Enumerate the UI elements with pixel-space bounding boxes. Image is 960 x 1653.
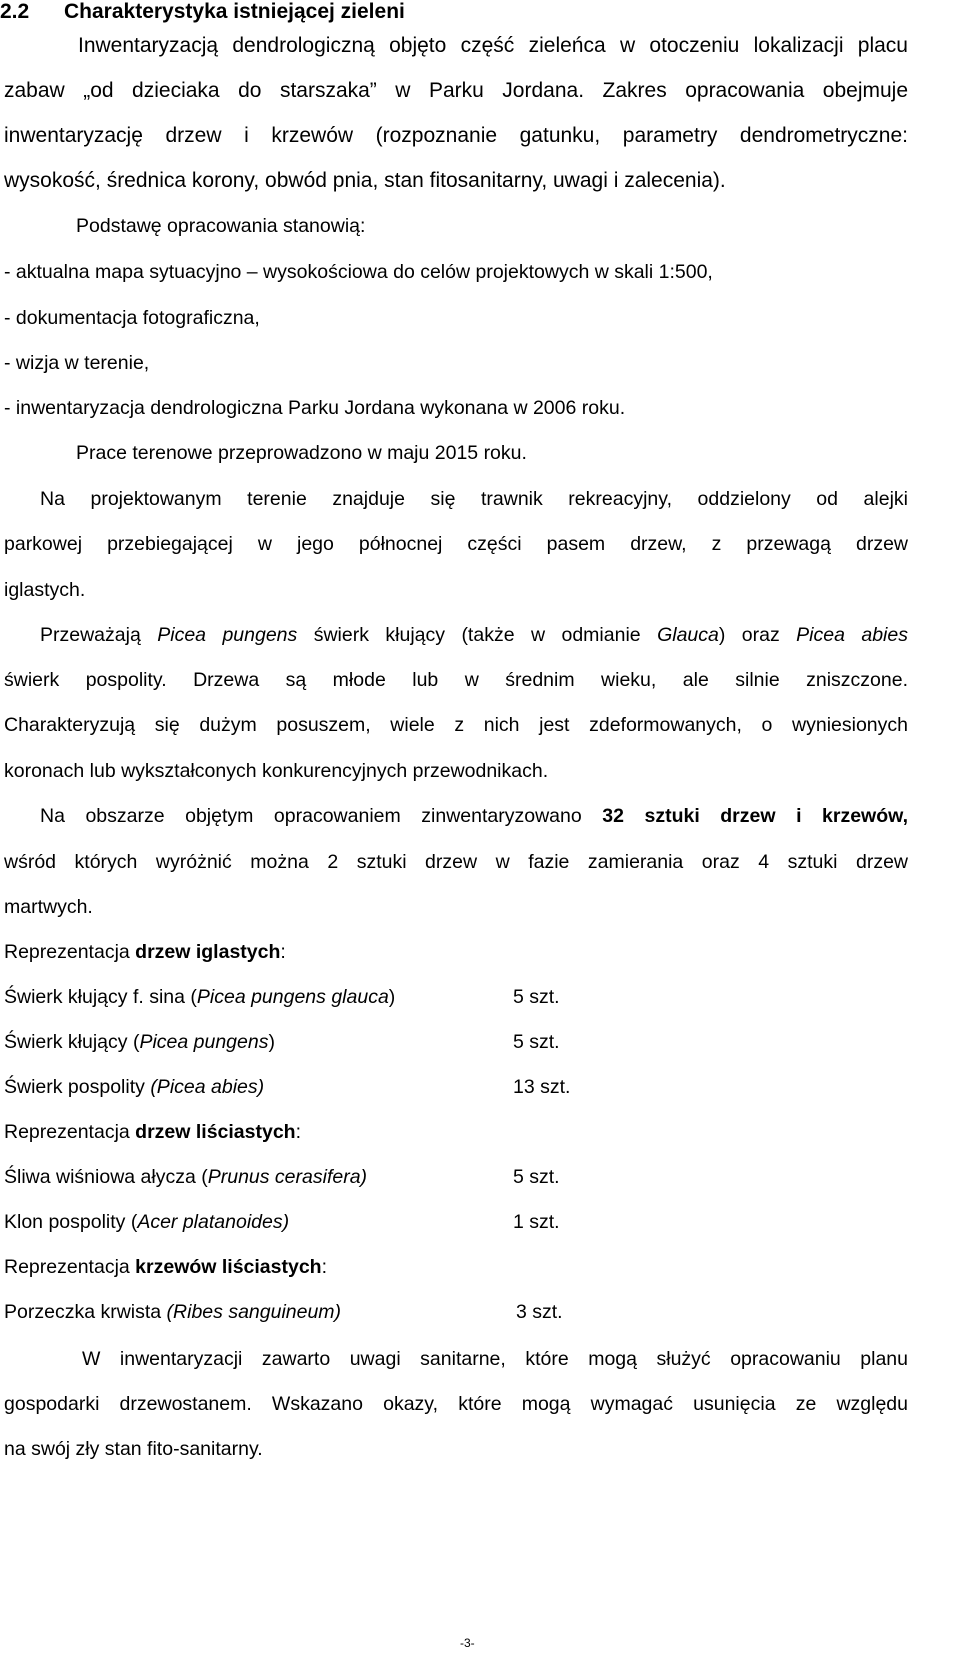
species-entry: Porzeczka krwista (Ribes sanguineum)	[4, 1301, 342, 1323]
latin-name: Prunus cerasifera)	[207, 1166, 368, 1188]
latin-name: Picea abies	[796, 624, 908, 646]
area-line: Na projektowanym terenie znajduje się trawnik rekreacyjny, oddzielony od alejki	[40, 488, 908, 510]
section-title: Charakterystyka istniejącej zieleni	[64, 0, 405, 23]
species-quantity: 3 szt.	[516, 1301, 563, 1323]
closing-line: na swój zły stan fito-sanitarny.	[4, 1438, 263, 1460]
species-entry: Świerk kłujący f. sina (Picea pungens glauca)	[4, 986, 396, 1008]
species-line: koronach lub wykształconych konkurencyjnych przewodnikach.	[4, 760, 549, 782]
species-quantity: 1 szt.	[513, 1211, 560, 1233]
section-heading	[0, 0, 405, 24]
closing-line: W inwentaryzacji zawarto uwagi sanitarne, które mogą służyć opracowaniu planu	[82, 1348, 908, 1370]
species-entry: Śliwa wiśniowa ałycza (Prunus cerasifera)	[4, 1166, 368, 1188]
latin-name: (Picea abies)	[150, 1076, 265, 1098]
field-work-note: Prace terenowe przeprowadzono w maju 2015 roku.	[76, 442, 527, 464]
species-quantity: 13 szt.	[513, 1076, 571, 1098]
latin-name: Picea pungens	[139, 1031, 269, 1053]
basis-heading: Podstawę opracowania stanowią:	[76, 215, 366, 237]
area-line: parkowej przebiegającej w jego północnej części pasem drzew, z przewagą drzew	[4, 533, 908, 555]
species-line: Charakteryzują się dużym posuszem, wiele z nich jest zdeformowanych, o wyniesionych	[4, 714, 908, 736]
basis-item: - dokumentacja fotograficzna,	[4, 307, 260, 329]
section-number: 2.2	[0, 0, 30, 23]
species-line: Przeważają Picea pungens świerk kłujący (także w odmianie Glauca) oraz Picea abies	[40, 624, 908, 646]
species-entry: Świerk kłujący (Picea pungens)	[4, 1031, 275, 1053]
basis-item: - wizja w terenie,	[4, 352, 150, 374]
species-quantity: 5 szt.	[513, 1031, 560, 1053]
latin-name: Acer platanoides)	[137, 1211, 290, 1233]
intro-line: inwentaryzację drzew i krzewów (rozpoznanie gatunku, parametry dendrometryczne:	[4, 124, 908, 147]
basis-item: - inwentaryzacja dendrologiczna Parku Jordana wykonana w 2006 roku.	[4, 397, 626, 419]
latin-name: Glauca	[657, 624, 719, 646]
species-quantity: 5 szt.	[513, 986, 560, 1008]
species-line: świerk pospolity. Drzewa są młode lub w średnim wieku, ale silnie zniszczone.	[4, 669, 908, 691]
intro-line: Inwentaryzacją dendrologiczną objęto część zieleńca w otoczeniu lokalizacji placu	[78, 34, 908, 57]
tree-count: 32 sztuki drzew i krzewów,	[602, 805, 908, 827]
intro-line: zabaw „od dzieciaka do starszaka” w Parku Jordana. Zakres opracowania obejmuje	[4, 79, 908, 102]
group-heading-deciduous-shrubs: Reprezentacja krzewów liściastych:	[4, 1256, 328, 1278]
latin-name: Picea pungens	[157, 624, 298, 646]
group-heading-conifers: Reprezentacja drzew iglastych:	[4, 941, 286, 963]
species-entry: Świerk pospolity (Picea abies)	[4, 1076, 265, 1098]
count-line: wśród których wyróżnić można 2 sztuki drzew w fazie zamierania oraz 4 sztuki drzew	[4, 851, 908, 873]
species-entry: Klon pospolity (Acer platanoides)	[4, 1211, 290, 1233]
basis-item: - aktualna mapa sytuacyjno – wysokościowa do celów projektowych w skali 1:500,	[4, 261, 713, 283]
count-line: martwych.	[4, 896, 93, 918]
intro-line: wysokość, średnica korony, obwód pnia, stan fitosanitarny, uwagi i zalecenia).	[4, 169, 726, 192]
group-heading-deciduous-trees: Reprezentacja drzew liściastych:	[4, 1121, 302, 1143]
page-number: -3-	[460, 1636, 475, 1650]
latin-name: Picea pungens glauca	[196, 986, 389, 1008]
closing-line: gospodarki drzewostanem. Wskazano okazy, które mogą wymagać usunięcia ze względu	[4, 1393, 908, 1415]
species-quantity: 5 szt.	[513, 1166, 560, 1188]
area-line: iglastych.	[4, 579, 86, 601]
latin-name: (Ribes sanguineum)	[166, 1301, 342, 1323]
count-line: Na obszarze objętym opracowaniem zinwentaryzowano 32 sztuki drzew i krzewów,	[40, 805, 908, 827]
